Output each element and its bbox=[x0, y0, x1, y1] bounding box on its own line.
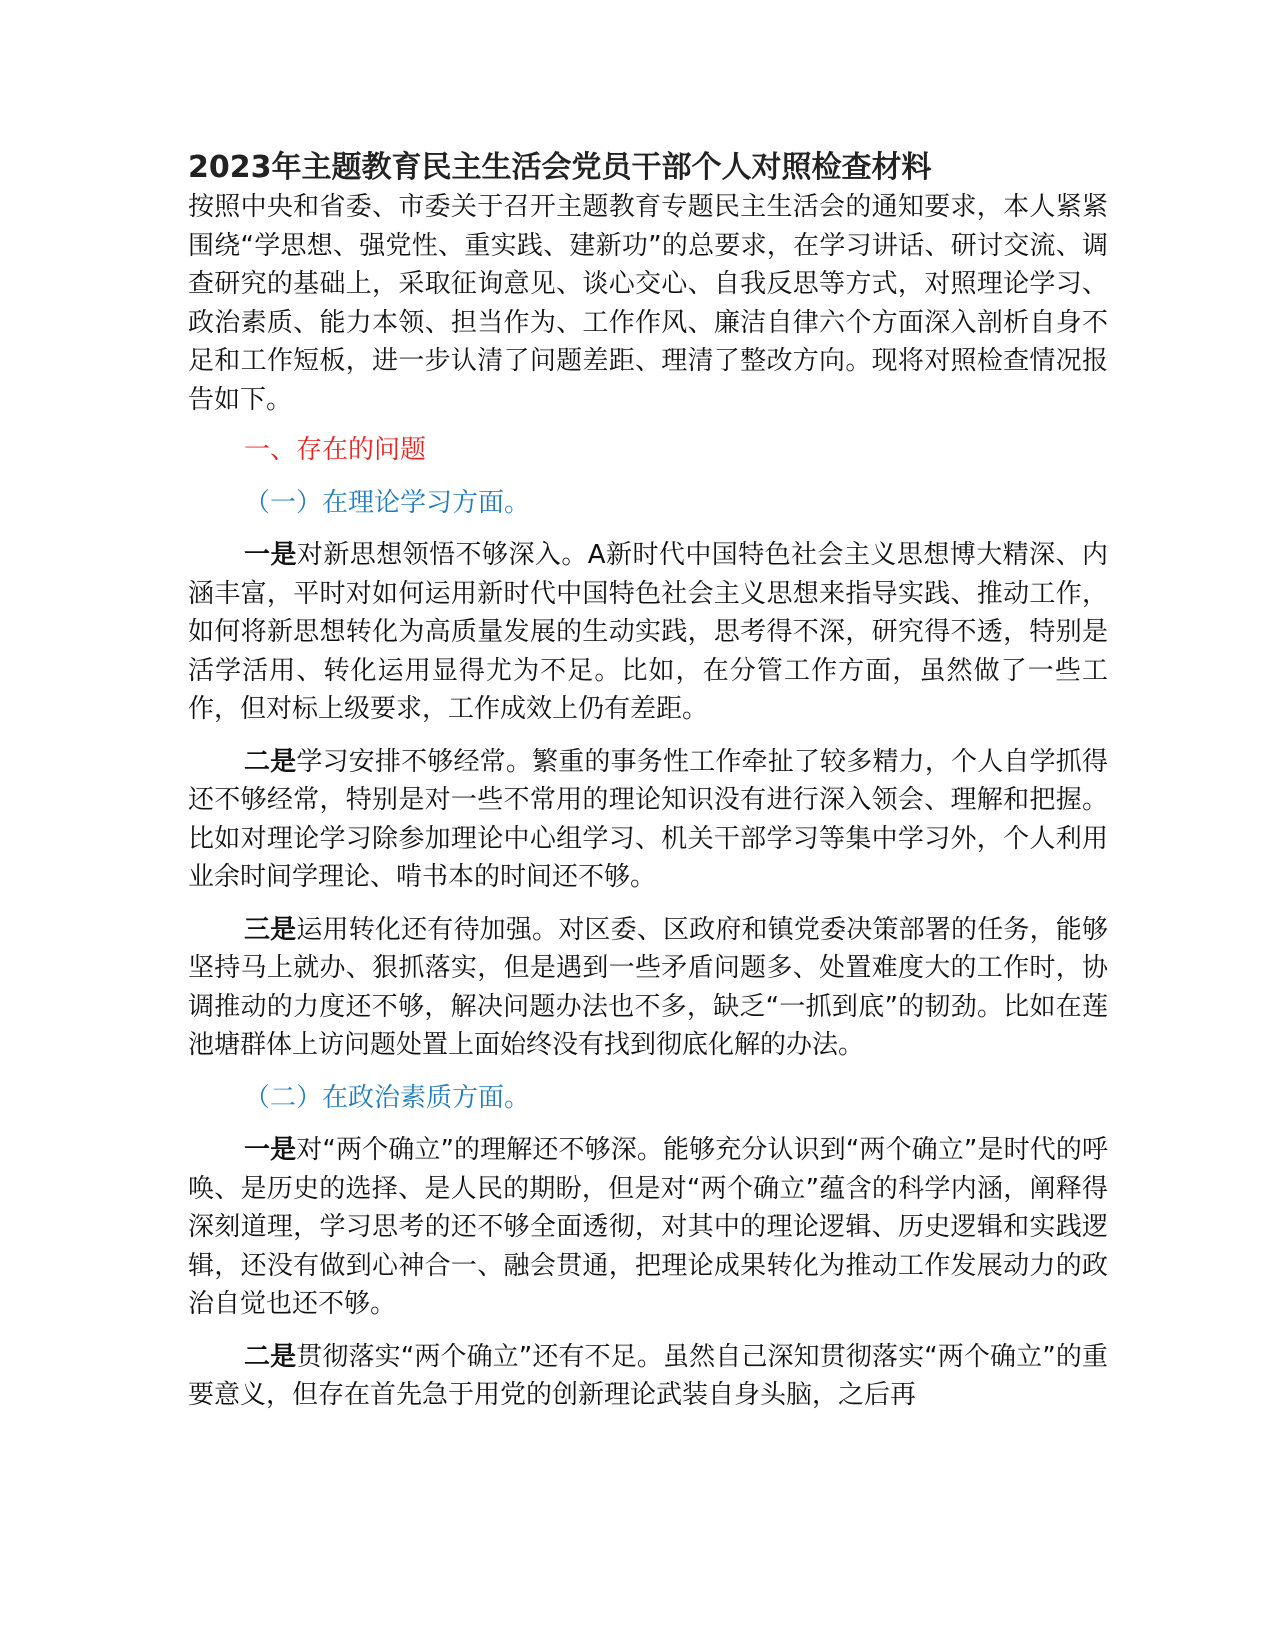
paragraph-lead: 二是 bbox=[244, 746, 297, 777]
subsection-heading-theory: （一）在理论学习方面。 bbox=[244, 487, 531, 518]
theory-paragraph-1 bbox=[188, 536, 1108, 729]
paragraph-lead: 三是 bbox=[244, 914, 297, 945]
politics-paragraph-1 bbox=[188, 1131, 1108, 1324]
paragraph-text: 对“两个确立”的理解还不够深。能够充分认识到“两个确立”是时代的呼唤、是历史的选择、是人民的期盼，但是对“两个确立”蕴含的科学内涵，阐释得深刻道理，学习思考的还不够全面透彻，对其中的理论逻辑、历史逻辑和实践逻辑，还没有做到心神合一、融会贯通，把理论成果转化为推动工作发展动力的政治自觉也还不够。 bbox=[188, 1135, 1108, 1319]
theory-paragraph-3 bbox=[188, 911, 1108, 1065]
paragraph-text: 运用转化还有待加强。对区委、区政府和镇党委决策部署的任务，能够坚持马上就办、狠抓落实，但是遇到一些矛盾问题多、处置难度大的工作时，协调推动的力度还不够，解决问题办法也不多，缺乏“一抓到底”的韧劲。比如在莲池塘群体上访问题处置上面始终没有找到彻底化解的办法。 bbox=[188, 914, 1108, 1060]
theory-paragraph-2 bbox=[188, 743, 1108, 897]
document-title: 2023年主题教育民主生活会党员干部个人对照检查材料 bbox=[188, 150, 932, 185]
paragraph-text: 贯彻落实“两个确立”还有不足。虽然自己深知贯彻落实“两个确立”的重要意义，但存在首先急于用党的创新理论武装自身头脑，之后再 bbox=[188, 1341, 1108, 1410]
paragraph-lead: 一是 bbox=[244, 540, 297, 570]
section-heading-problems: 一、存在的问题 bbox=[244, 435, 427, 465]
paragraph-text: 学习安排不够经常。繁重的事务性工作牵扯了较多精力，个人自学抓得还不够经常，特别是对一些不常用的理论知识没有进行深入领会、理解和把握。比如对理论学习除参加理论中心组学习、机关干部学习等集中学习外，个人利用业余时间学理论、啃书本的时间还不够。 bbox=[188, 746, 1108, 892]
document-page bbox=[188, 148, 1108, 1415]
subsection-heading-politics: （二）在政治素质方面。 bbox=[244, 1082, 531, 1113]
paragraph-lead: 二是 bbox=[244, 1341, 297, 1372]
intro-paragraph: 按照中央和省委、市委关于召开主题教育专题民主生活会的通知要求，本人紧紧围绕“学思想、强党性、重实践、建新功”的总要求，在学习讲话、研讨交流、调查研究的基础上，采取征询意见、谈心交心、自我反思等方式，对照理论学习、政治素质、能力本领、担当作为、工作作风、廉洁自律六个方面深入剖析自身不足和工作短板，进一步认清了问题差距、理清了整改方向。现将对照检查情况报告如下。 bbox=[188, 192, 1108, 415]
paragraph-lead: 一是 bbox=[244, 1135, 297, 1165]
politics-paragraph-2 bbox=[188, 1338, 1108, 1415]
paragraph-text: 对新思想领悟不够深入。A新时代中国特色社会主义思想博大精深、内涵丰富，平时对如何运用新时代中国特色社会主义思想来指导实践、推动工作，如何将新思想转化为高质量发展的生动实践，思考得不深，研究得不透，特别是活学活用、转化运用显得尤为不足。比如，在分管工作方面，虽然做了一些工作，但对标上级要求，工作成效上仍有差距。 bbox=[188, 540, 1108, 724]
